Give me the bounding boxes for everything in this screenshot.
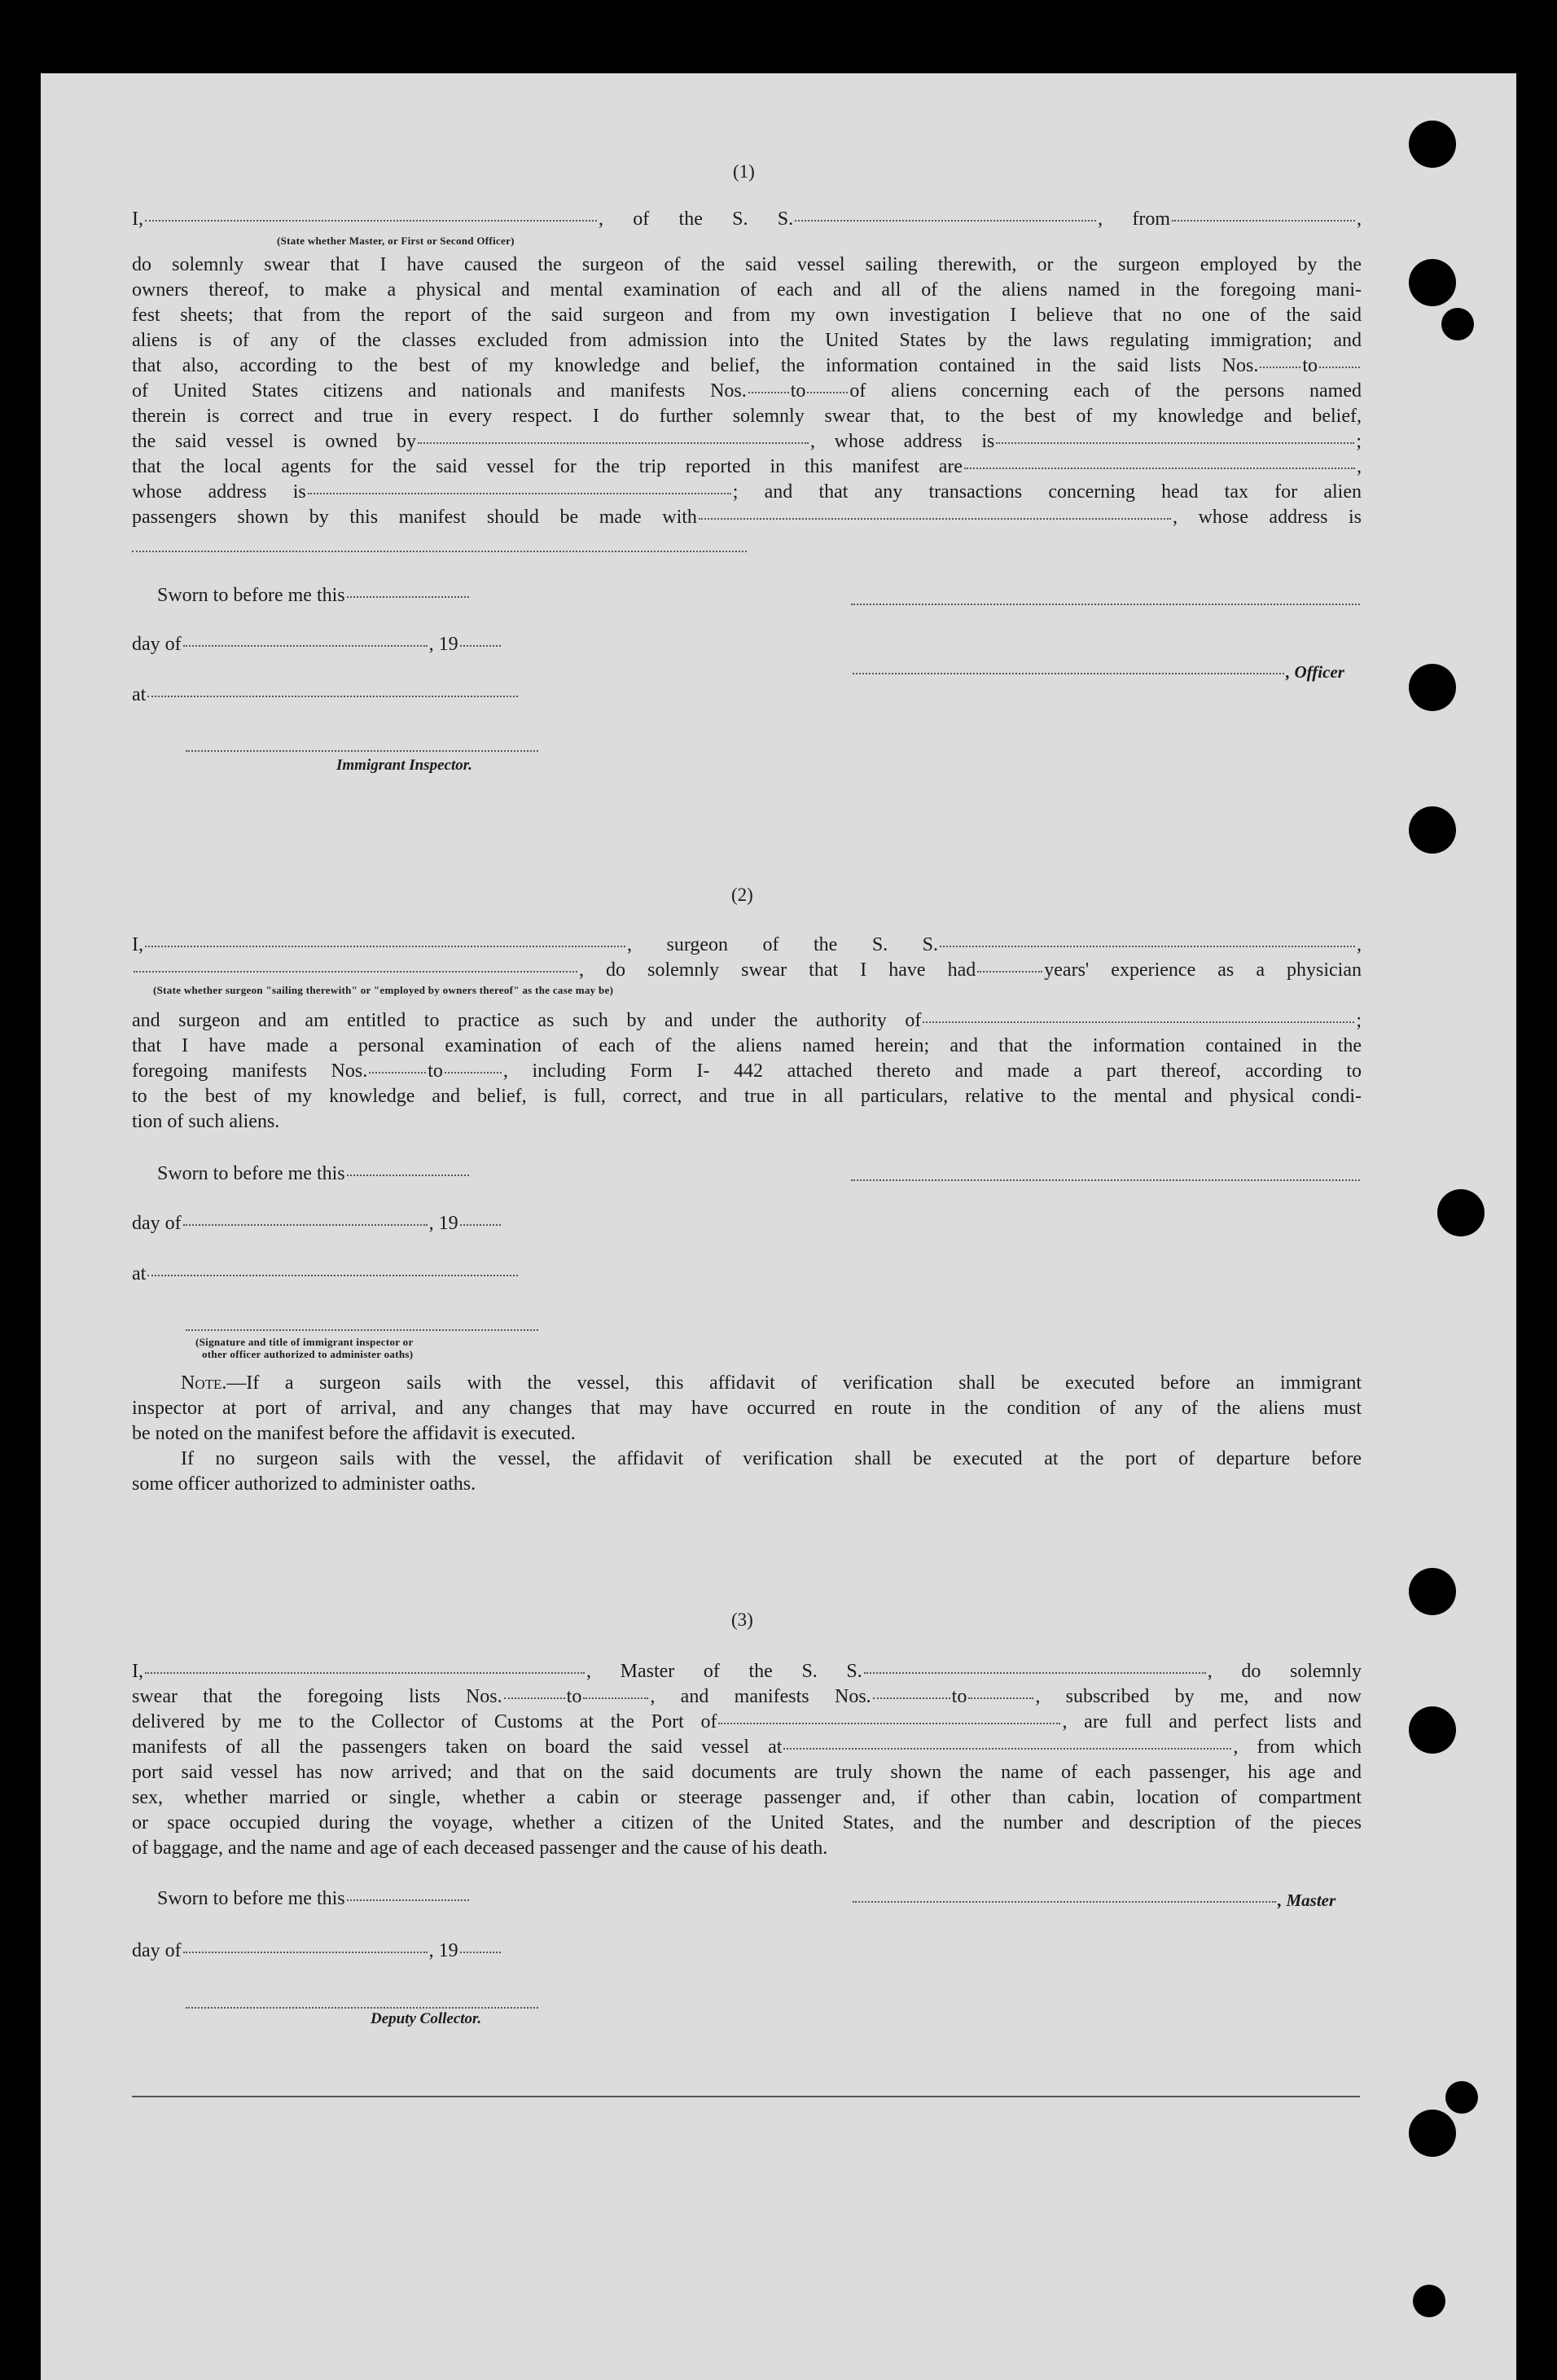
surgeon-status-note: (State whether surgeon "sailing therewith" or "employed by owners thereof" as the case may be) — [153, 984, 614, 996]
text-line: to the best of my knowledge and belief, is full, correct, and true in all particulars, relative to the mental and physical condi- — [132, 1086, 1362, 1107]
years-field[interactable] — [977, 971, 1042, 973]
punch-hole — [1409, 664, 1456, 711]
year-field[interactable] — [460, 1952, 501, 1953]
text-line: inspector at port of arrival, and any changes that may have occurred en route in the condition of any of the aliens must — [132, 1398, 1362, 1419]
sworn-label: Sworn to before me this — [157, 585, 345, 606]
sworn-date-field[interactable] — [347, 1175, 469, 1176]
punch-hole — [1441, 308, 1474, 340]
head-tax-contact-field[interactable] — [699, 518, 1171, 520]
boarding-port-field[interactable] — [783, 1748, 1231, 1750]
address-continuation-field[interactable] — [132, 551, 747, 552]
from-port-field[interactable] — [1172, 220, 1355, 222]
text-line: or space occupied during the voyage, whether a citizen of the United States, and the number and description of the pieces — [132, 1812, 1362, 1833]
year-field[interactable] — [460, 645, 501, 647]
owner-address-field[interactable] — [996, 442, 1354, 444]
day-of-field[interactable] — [183, 1952, 428, 1953]
note-block: Note.—If a surgeon sails with the vessel, this affidavit of verification shall be executed before an immigrant inspector at port of arrival, and any changes that may have occurred en route in the condition of any of the aliens must be noted on the manifest before the affidavit is executed. If no surgeon sails with the vessel, the affidavit of verification shall be executed at the port of departure before some officer authorized to administer oaths. — [132, 1371, 1362, 1497]
day-of-field[interactable] — [183, 1224, 428, 1226]
text-line: aliens is of any of the classes excluded from admission into the United States by the laws regulating immigration; and — [132, 330, 1362, 351]
ship-name-field[interactable] — [795, 220, 1096, 222]
deputy-signature-line[interactable] — [186, 2007, 538, 2009]
text-line: that I have made a personal examination of each of the aliens named herein; and that the information contained in the — [132, 1035, 1362, 1056]
sworn-label: Sworn to before me this — [157, 1888, 345, 1909]
pronoun-label: I, — [132, 209, 143, 230]
surgeon-name-field[interactable] — [145, 946, 625, 947]
text-line: fest sheets; that from the report of the said surgeon and from my own investigation I believe that no one of the said — [132, 305, 1362, 326]
punch-hole — [1409, 2110, 1456, 2157]
authority-field[interactable] — [923, 1021, 1354, 1023]
port-field[interactable] — [718, 1723, 1060, 1724]
text-line: sex, whether married or single, whether a cabin or steerage passenger and, if other than cabin, location of compartment — [132, 1787, 1362, 1808]
sworn-date-field[interactable] — [347, 596, 469, 598]
owner-field[interactable] — [418, 442, 809, 444]
text-line: port said vessel has now arrived; and that on the said documents are truly shown the name of each passenger, his age and — [132, 1762, 1362, 1783]
inspector-signature-line[interactable] — [186, 1329, 538, 1331]
text-line: tion of such aliens. — [132, 1111, 280, 1132]
master-label: , Master — [1278, 1890, 1336, 1910]
year-field[interactable] — [460, 1224, 501, 1226]
manifests-to-field[interactable] — [968, 1697, 1033, 1699]
section1-body: do solemnly swear that I have caused the surgeon of the said vessel sailing therewith, or the surgeon employed by the owners thereof, to make a physical and mental examination of each and all of the aliens named in the foregoing mani- fest sheets; that from the report of the said surgeon and from my own investigation I believe that no one of the said aliens is of any of the classes excluded from admission into the United States by the laws regulating immigration; and that also, according to the best of my knowledge and belief, the information contained in the said lists Nos. to of United States citizens and nationals and manifests Nos. to of aliens concerning each of the persons named therein is correct and true in every respect. I do further solemnly swear that, to the best of my knowledge and belief, the said vessel is owned by , whose address is ; that the local agents for the said vessel for the trip reported in this manifest are , whose address is ; and that any transactions concerning head tax for alien passengers shown by this manifest should be made with , whose address is — [132, 254, 1362, 528]
day-of-field[interactable] — [183, 645, 428, 647]
inspector-label: Immigrant Inspector. — [336, 757, 472, 774]
punch-hole — [1445, 2081, 1478, 2114]
lists-to-field[interactable] — [583, 1697, 648, 1699]
manifests-to-field[interactable] — [445, 1072, 502, 1074]
punch-hole — [1409, 1568, 1456, 1615]
deputy-label: Deputy Collector. — [371, 2010, 482, 2027]
from-label: , from — [1098, 209, 1170, 230]
section-number: (2) — [731, 885, 753, 905]
text-line: therein is correct and true in every respect. I do further solemnly swear that, to the best of my knowledge and belief, — [132, 406, 1362, 427]
text-line: be noted on the manifest before the affidavit is executed. — [132, 1423, 576, 1444]
text-line: owners thereof, to make a physical and mental examination of each and all of the aliens named in the foregoing mani- — [132, 279, 1362, 301]
manifests-from-field[interactable] — [748, 392, 789, 393]
of-ss-label: , of the S. S. — [599, 209, 794, 230]
text-line: of baggage, and the name and age of each deceased passenger and the cause of his death. — [132, 1838, 828, 1859]
section1-affidavit: I, , of the S. S. , from , — [132, 209, 1362, 230]
text-line: some officer authorized to administer oaths. — [132, 1473, 476, 1495]
officer-name-field[interactable] — [145, 220, 597, 222]
section-number: (3) — [731, 1609, 753, 1630]
punch-hole — [1409, 806, 1456, 854]
lists-to-field[interactable] — [1319, 367, 1360, 368]
lists-from-field[interactable] — [504, 1697, 565, 1699]
officer-title-field[interactable] — [853, 673, 1284, 674]
sworn-label: Sworn to before me this — [157, 1163, 345, 1184]
place-field[interactable] — [147, 696, 518, 697]
lists-from-field[interactable] — [1260, 367, 1300, 368]
text-line: If no surgeon sails with the vessel, the affidavit of verification shall be executed at the port of departure before — [181, 1448, 1362, 1469]
punch-hole — [1413, 2285, 1445, 2317]
ship-name-field[interactable] — [940, 946, 1355, 947]
local-agents-field[interactable] — [964, 468, 1355, 469]
manifests-to-field[interactable] — [807, 392, 848, 393]
punch-hole — [1409, 259, 1456, 306]
text-line: do solemnly swear that I have caused the surgeon of the said vessel sailing therewith, or the surgeon employed by the — [132, 254, 1362, 275]
officer-signature-line[interactable] — [851, 604, 1360, 605]
section-number: (1) — [733, 161, 755, 182]
surgeon-signature-line[interactable] — [851, 1179, 1360, 1181]
punch-hole — [1409, 1706, 1456, 1754]
manifests-from-field[interactable] — [873, 1697, 950, 1699]
surgeon-status-field[interactable] — [134, 971, 577, 973]
bottom-rule — [132, 2096, 1360, 2097]
agents-address-field[interactable] — [308, 493, 731, 494]
officer-rank-note: (State whether Master, or First or Second Officer) — [277, 235, 515, 247]
master-signature-field[interactable] — [853, 1901, 1276, 1903]
ship-name-field[interactable] — [864, 1672, 1206, 1674]
place-field[interactable] — [147, 1275, 518, 1276]
punch-hole — [1409, 121, 1456, 168]
sworn-date-field[interactable] — [347, 1899, 469, 1901]
manifests-from-field[interactable] — [369, 1072, 426, 1074]
inspector-signature-line[interactable] — [186, 750, 538, 752]
signature-note: (Signature and title of immigrant inspector or other officer authorized to administer oaths) — [195, 1336, 414, 1360]
master-name-field[interactable] — [145, 1672, 585, 1674]
officer-label: , Officer — [1286, 662, 1344, 682]
note-label: Note. — [181, 1372, 227, 1394]
punch-hole — [1437, 1189, 1485, 1236]
